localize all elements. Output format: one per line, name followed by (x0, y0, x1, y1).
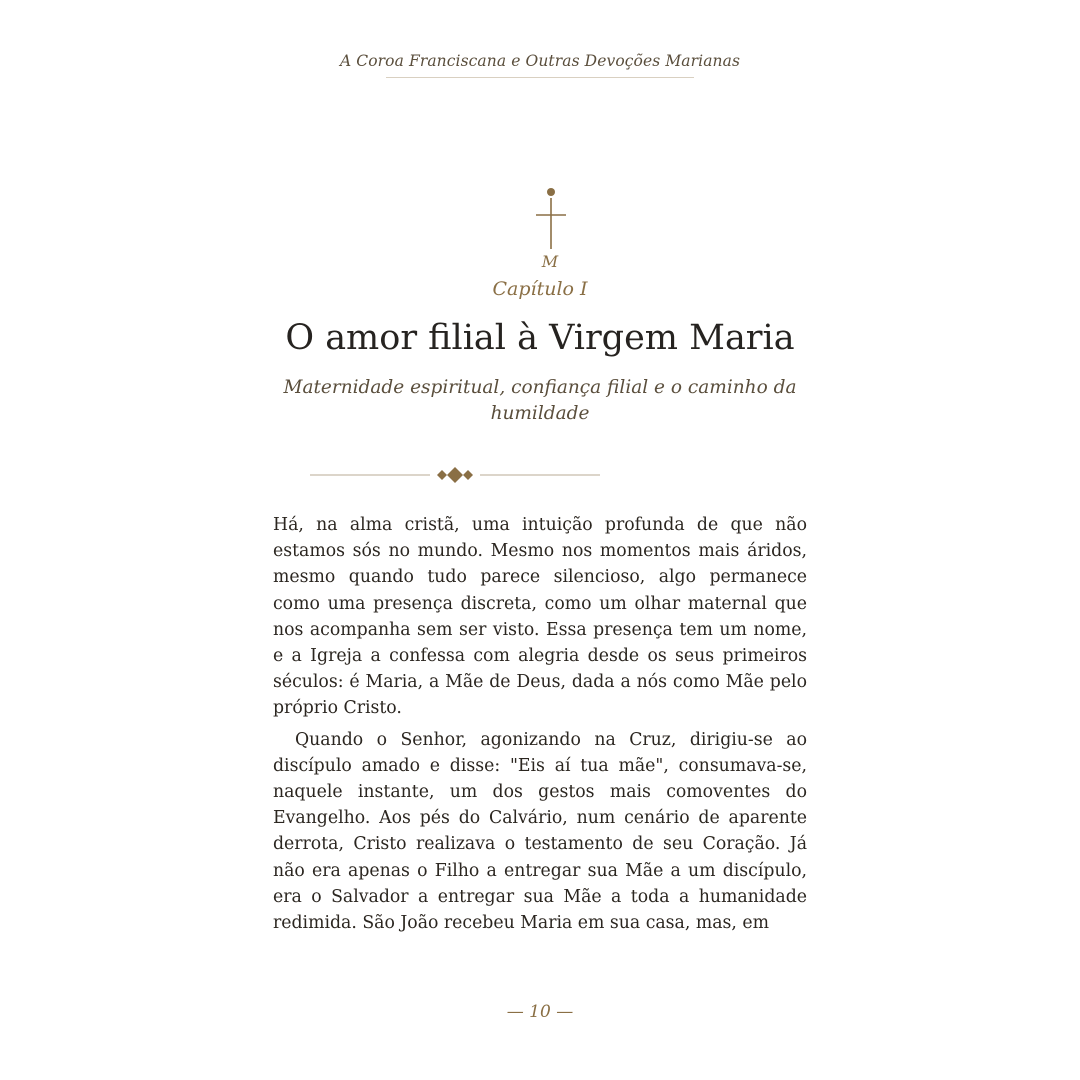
running-header: A Coroa Franciscana e Outras Devoções Marianas (339, 52, 741, 70)
header-rule (386, 77, 694, 78)
chapter-title: O amor filial à Virgem Maria (285, 318, 795, 358)
cross-icon (534, 186, 568, 252)
chapter-body (273, 512, 807, 941)
page-number: — 10 — (506, 1002, 574, 1022)
chapter-label: Capítulo I (492, 278, 588, 300)
chapter-subtitle: Maternidade espiritual, confiança filial e o caminho da humildade (283, 377, 797, 424)
body-paragraph: Quando o Senhor, agonizando na Cruz, dirigiu-se ao discípulo amado e disse: "Eis aí tua mãe", consumava-se, naquele instante, um dos gestos mais comoventes do Evangelho. Aos pés do Calvário, num cenário de aparente derrota, Cristo realizava o testamento de seu Coração. Já não era apenas o Filho a entregar sua Mãe a um discípulo, era o Salvador a entregar sua Mãe a toda a humanidade redimida. São João recebeu Maria em sua casa, mas, em (273, 729, 807, 934)
diamond-ornament-icon (310, 466, 600, 484)
chapter-monogram: M (541, 252, 559, 271)
body-paragraph: Há, na alma cristã, uma intuição profunda de que não estamos sós no mundo. Mesmo nos momentos mais áridos, mesmo quando tudo parece silencioso, algo permanece como uma presença discreta, como um olhar maternal que nos acompanha sem ser visto. Essa presença tem um nome, e a Igreja a confessa com alegria desde os seus primeiros séculos: é Maria, a Mãe de Deus, dada a nós como Mãe pelo próprio Cristo. (273, 515, 807, 719)
